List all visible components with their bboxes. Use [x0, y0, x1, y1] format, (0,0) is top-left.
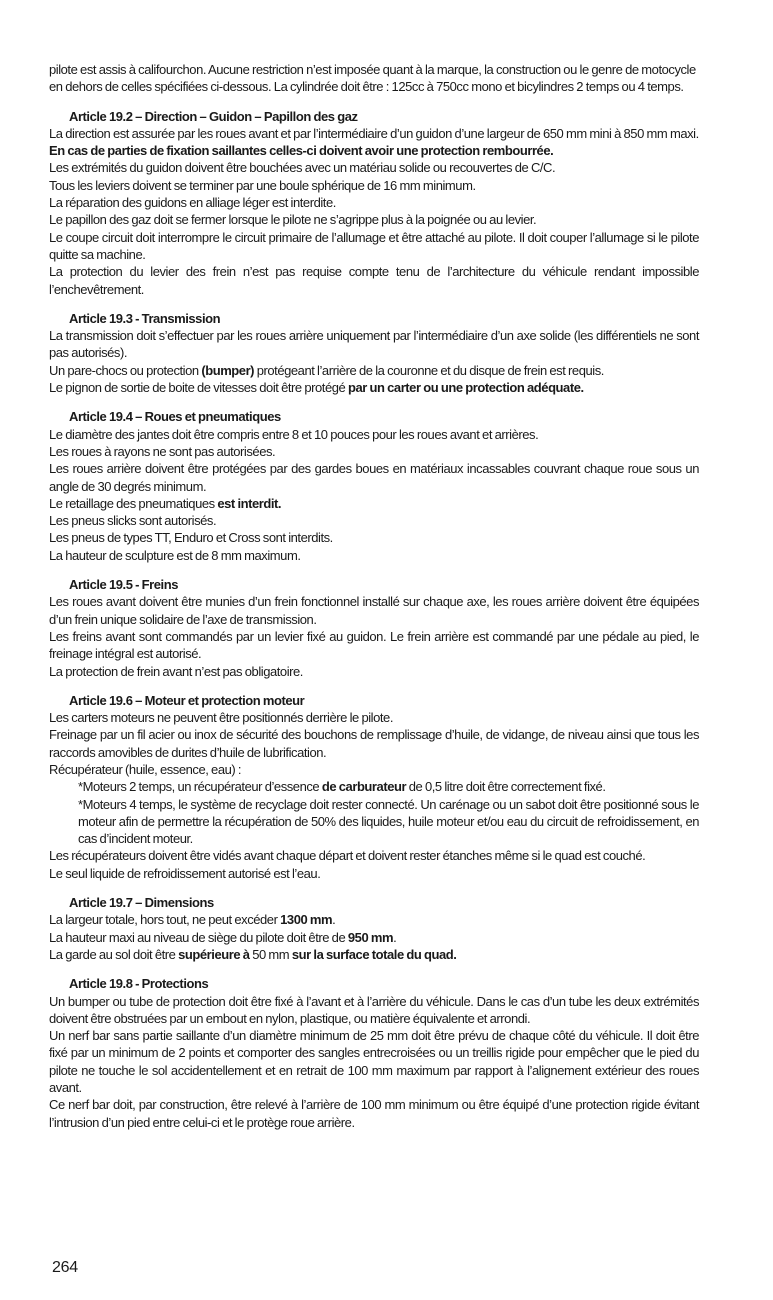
bold-text: sur la surface totale du quad. [291, 946, 457, 962]
paragraph: Le papillon des gaz doit se fermer lorsque le pilote ne s’agrippe plus à la poignée ou au levier. [49, 212, 537, 228]
text-run: Le retaillage des pneumatiques [49, 495, 218, 511]
paragraph: La transmission doit s’effectuer par les roues arrière uniquement par l’intermédiaire d’un axe solide (les différentiels ne sont pas autorisés). [49, 328, 699, 361]
paragraph: La réparation des guidons en alliage léger est interdite. [49, 195, 336, 211]
paragraph: Les roues arrière doivent être protégées par des gardes boues en matériaux incassables couvrant chaque roue sous un angle de 30 degrés minimum. [49, 461, 699, 494]
article-19-5 [49, 576, 699, 680]
article-heading: Article 19.5 - Freins [69, 577, 178, 593]
article-19-7 [49, 894, 699, 963]
article-heading: Article 19.6 – Moteur et protection moteur [69, 692, 305, 708]
bold-text: 950 mm [347, 929, 394, 945]
text-run: La largeur totale, hors tout, ne peut excéder [49, 912, 281, 928]
paragraph: Le coupe circuit doit interrompre le circuit primaire de l’allumage et être attaché au pilote. Il doit couper l’allumage si le pilote quitte sa machine. [49, 229, 699, 262]
article-19-2 [49, 108, 699, 298]
paragraph: Le diamètre des jantes doit être compris entre 8 et 10 pouces pour les roues avant et arrières. [49, 426, 539, 442]
text-run: protégeant l’arrière de la couronne et du disque de frein est requis. [254, 362, 604, 378]
bold-text: En cas de parties de fixation saillantes celles-ci doivent avoir une protection rembourrée. [49, 143, 554, 159]
paragraph: Un nerf bar sans partie saillante d’un diamètre minimum de 25 mm doit être prévu de chaque côté du véhicule. Il doit être fixé par un minimum de 2 points et comporter des sangles entrecroisées ou un treillis rigide pour empêcher que le pied du pilote ne touche le sol accidentellement et en retrait de 100 mm maximum par rapport à l’alignement extérieur des roues avant. [49, 1028, 699, 1096]
paragraph [49, 778, 699, 795]
paragraph [49, 911, 699, 928]
article-19-4 [49, 408, 699, 564]
text-run: . [393, 929, 397, 945]
article-heading: Article 19.4 – Roues et pneumatiques [69, 409, 281, 425]
paragraph: Les roues à rayons ne sont pas autorisées. [49, 443, 276, 459]
paragraph: Les récupérateurs doivent être vidés avant chaque départ et doivent rester étanches même si le quad est couché. [49, 848, 646, 864]
document-page [49, 61, 699, 1131]
paragraph: *Moteurs 4 temps, le système de recyclage doit rester connecté. Un carénage ou un sabot doit être positionné sous le moteur afin de permettre la récupération de 50% des liquides, huile moteur et/ou eau du circuit de refroidissement, en cas d’incident moteur. [78, 796, 699, 847]
page-number: 264 [52, 1259, 78, 1276]
article-heading: Article 19.2 – Direction – Guidon – Papillon des gaz [69, 108, 358, 124]
text-run: Le pignon de sortie de boite de vitesses doit être protégé [49, 380, 348, 396]
paragraph [49, 142, 699, 159]
bold-text: de carburateur [321, 779, 407, 795]
article-19-3 [49, 310, 699, 396]
article-heading: Article 19.3 - Transmission [69, 310, 221, 326]
paragraph [49, 495, 699, 512]
paragraph: Les carters moteurs ne peuvent être positionnés derrière le pilote. [49, 710, 394, 726]
paragraph: Les extrémités du guidon doivent être bouchées avec un matériau solide ou recouvertes de C/C. [49, 160, 556, 176]
paragraph: La protection de frein avant n’est pas obligatoire. [49, 663, 303, 679]
text-run: *Moteurs 2 temps, un récupérateur d’essence [78, 779, 322, 795]
paragraph: La direction est assurée par les roues avant et par l’intermédiaire d’un guidon d’une largeur de 650 mm mini à 850 mm maxi. [49, 125, 699, 141]
paragraph: La protection du levier des frein n’est pas requise compte tenu de l’architecture du véhicule rendant impossible l’enchevêtrement. [49, 264, 699, 297]
text-run: 50 mm [249, 946, 292, 962]
article-19-6 [49, 692, 699, 882]
bold-text: supérieure à [178, 946, 250, 962]
paragraph: Ce nerf bar doit, par construction, être relevé à l’arrière de 100 mm minimum ou être équipé d’une protection rigide évitant l’intrusion d’un pied entre celui-ci et le protège roue arrière. [49, 1097, 699, 1130]
paragraph: Le seul liquide de refroidissement autorisé est l’eau. [49, 865, 321, 881]
paragraph: Récupérateur (huile, essence, eau) : [49, 761, 242, 777]
paragraph: Les freins avant sont commandés par un levier fixé au guidon. Le frein arrière est commandé par une pédale au pied, le freinage intégral est autorisé. [49, 628, 699, 662]
intro-paragraph: pilote est assis à califourchon. Aucune restriction n’est imposée quant à la marque, la construction ou le genre de motocycle en dehors de celles spécifiées ci-dessous. La cylindrée doit être : 125cc à 750cc mono et bicylindres 2 temps ou 4 temps. [49, 62, 696, 95]
paragraph: La hauteur de sculpture est de 8 mm maximum. [49, 547, 301, 563]
paragraph: Freinage par un fil acier ou inox de sécurité des bouchons de remplissage d’huile, de vidange, de niveau ainsi que tous les raccords amovibles de durites d’huile de lubrification. [49, 727, 699, 760]
article-19-8 [49, 975, 699, 1131]
paragraph [49, 929, 699, 946]
paragraph: Les pneus de types TT, Enduro et Cross sont interdits. [49, 530, 333, 546]
paragraph [49, 946, 699, 963]
text-run: de 0,5 litre doit être correctement fixé. [406, 779, 606, 795]
text-run: La hauteur maxi au niveau de siège du pilote doit être de [49, 929, 348, 945]
bold-text: par un carter ou une protection adéquate. [347, 380, 584, 396]
article-heading: Article 19.7 – Dimensions [69, 895, 214, 911]
text-run: Un pare-chocs ou protection [49, 362, 202, 378]
text-run: . [332, 912, 336, 928]
paragraph [49, 362, 699, 379]
bold-text: 1300 mm [280, 912, 333, 928]
bold-text: (bumper) [201, 362, 255, 378]
paragraph: Tous les leviers doivent se terminer par une boule sphérique de 16 mm minimum. [49, 177, 476, 193]
paragraph: Un bumper ou tube de protection doit être fixé à l’avant et à l’arrière du véhicule. Dans le cas d’un tube les deux extrémités doivent être obstruées par un embout en nylon, plastique, ou matière équivalente et arrondi. [49, 993, 699, 1026]
article-heading: Article 19.8 - Protections [69, 976, 209, 992]
paragraph [49, 379, 699, 396]
text-run: La garde au sol doit être [49, 946, 179, 962]
intro-section [49, 61, 699, 96]
paragraph: Les pneus slicks sont autorisés. [49, 513, 217, 529]
paragraph: Les roues avant doivent être munies d’un frein fonctionnel installé sur chaque axe, les roues arrière doivent être équipées d’un frein unique solidaire de l’axe de transmission. [49, 594, 699, 627]
bold-text: est interdit. [217, 495, 282, 511]
